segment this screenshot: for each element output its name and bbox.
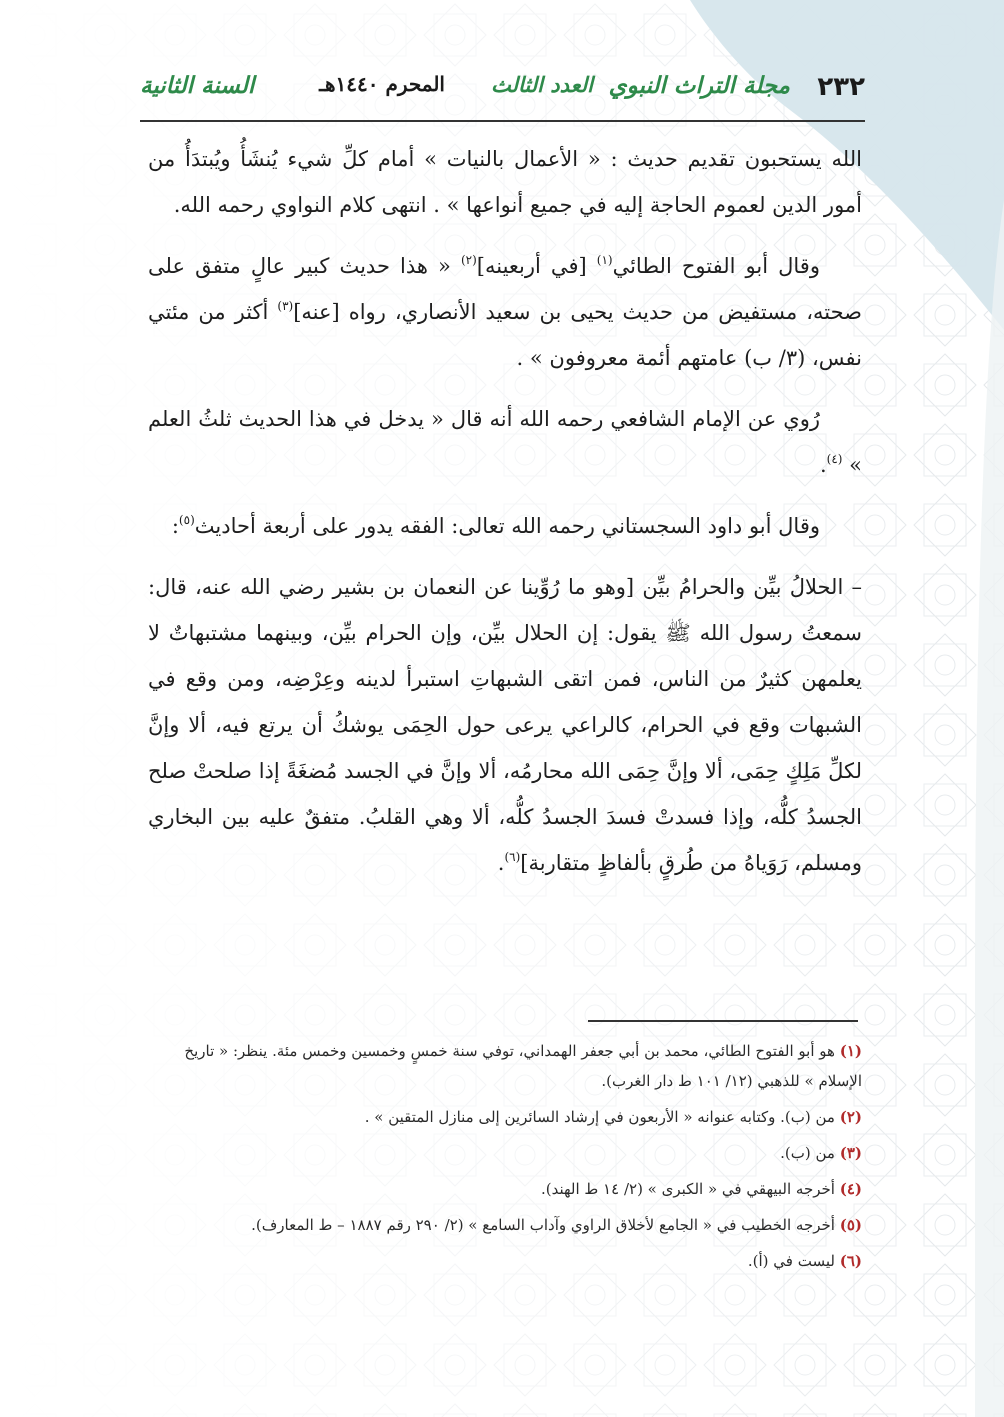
running-header (140, 62, 865, 118)
footnote-3: (٣) من (ب). (780, 1144, 862, 1162)
paragraph-5: – الحلالُ بيِّن والحرامُ بيِّن [وهو ما رُوِّينا عن النعمان بن بشير رضي الله عنه، قال: سمعتُ رسول الله ﷺ يقول: إن الحلال بيِّن، وإن الحرام بيِّن، وبينهما مشتبهاتٌ لا يعلمهن كثيرٌ من الناس، فمن اتقى الشبهاتِ استبرأ لدينه وعِرْضِه، ومن وقع في الشبهات وقع في الحرام، كالراعي يرعى حول الحِمَى يوشكُ أن يرتع فيه، ألا وإنَّ لكلِّ مَلِكٍ حِمَى، ألا وإنَّ حِمَى الله محارمُه، ألا وإنَّ في الجسد مُضغَةً إذا صلحتْ صلح الجسدُ كلُّه، وإذا فسدتْ فسدَ الجسدُ كلُّه، ألا وهي القلبُ. متفقٌ عليه بين البخاري ومسلم، رَوَياهُ من طُرقٍ بألفاظٍ متقاربة]$^{(٦)}$. (148, 575, 862, 875)
paragraph-4: وقال أبو داود السجستاني رحمه الله تعالى: الفقه يدور على أربعة أحاديث$^{(٥)}$: (171, 513, 820, 538)
paragraph-2: وقال أبو الفتوح الطائي$^{(١)}$ [في أربعينه]$^{(٢)}$ « هذا حديث كبير عالٍ متفق على صحته، مستفيض من حديث يحيى بن سعيد الأنصاري، رواه [عنه]$^{(٣)}$ أكثر من مئتي نفس، (٣/ ب) عامتهم أئمة معروفون » . (148, 253, 862, 370)
header-rule (140, 120, 865, 122)
year-label: السنة الثانية (140, 72, 255, 99)
issue-label: العدد الثالث (490, 72, 593, 97)
footnote-ref[interactable]: (٦) (504, 850, 521, 864)
footnote-6: (٦) ليست في (أ). (747, 1252, 862, 1270)
paragraph-3: رُوي عن الإمام الشافعي رحمه الله أنه قال « يدخل في هذا الحديث ثلثُ العلم » $^{(٤)}$. (148, 407, 862, 477)
footnote-4: (٤) أخرجه البيهقي في « الكبرى » (٢/ ١٤ ط الهند). (540, 1180, 862, 1198)
footnote-ref[interactable]: (٥) (178, 513, 195, 527)
footnote-2: (٢) من (ب). وكتابه عنوانه « الأربعون في إرشاد السائرين إلى منازل المتقين » . (364, 1108, 862, 1126)
footnote-number: (٤) (839, 1180, 862, 1198)
footnote-ref[interactable]: (١) (596, 253, 613, 267)
footnotes (148, 1036, 862, 1282)
footnote-1: (١) هو أبو الفتوح الطائي، محمد بن أبي جعفر الهمداني، توفي سنة خمسٍ وخمسين وخمس مئة. ينظر: « تاريخ الإسلام » للذهبي (١٢/ ١٠١ ط دار الغرب). (184, 1042, 862, 1090)
page-number: ٢٣٢ (817, 72, 865, 102)
footnote-ref[interactable]: (٤) (826, 452, 843, 466)
footnote-5: (٥) أخرجه الخطيب في « الجامع لأخلاق الراوي وآداب السامع » (٢/ ٢٩٠ رقم ١٨٨٧ – ط المعارف). (251, 1216, 862, 1234)
journal-title: مجلة التراث النبوي (608, 72, 790, 99)
footnote-number: (٢) (839, 1108, 862, 1126)
paragraph-1: الله يستحبون تقديم حديث : « الأعمال بالنيات » أمام كلِّ شيء يُنشَأُ ويُبتدَأُ من أمور الدين لعموم الحاجة إليه في جميع أنواعها » . انتهى كلام النواوي رحمه الله. (148, 147, 862, 217)
footnote-number: (١) (839, 1042, 862, 1060)
footnote-ref[interactable]: (٣) (277, 299, 294, 313)
footnote-number: (٣) (839, 1144, 862, 1162)
footnote-separator (588, 1020, 858, 1022)
body-text (148, 136, 862, 901)
footnote-ref[interactable]: (٢) (460, 253, 477, 267)
footnote-number: (٦) (839, 1252, 862, 1270)
issue-date: المحرم ١٤٤٠هـ (319, 72, 445, 96)
footnote-number: (٥) (839, 1216, 862, 1234)
